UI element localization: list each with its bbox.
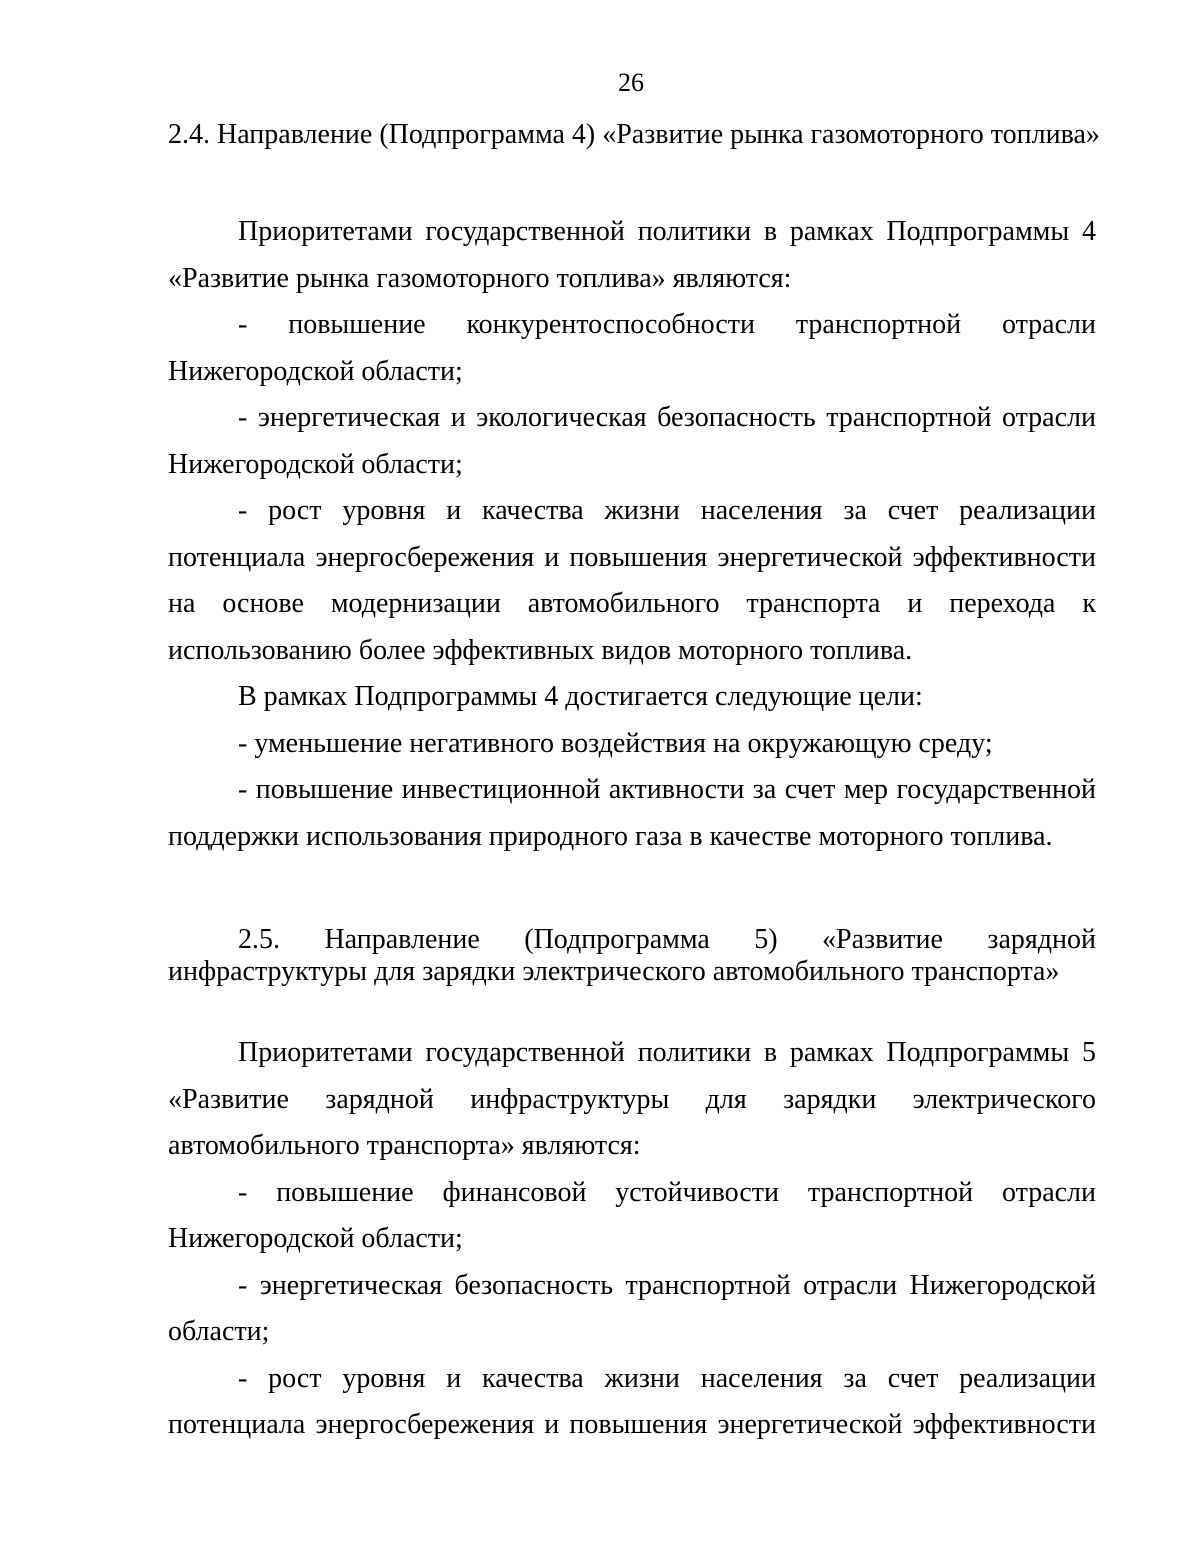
section-2-4-goal-2: - повышение инвестиционной активности за счет мер государственной поддержки использования природного газа в качестве моторного топлива. (168, 774, 1096, 852)
section-2-4-priority-3: - рост уровня и качества жизни населения за счет реализации потенциала энергосбережения и повышения энергетической эффективности на основе модернизации автомобильного транспорта и перехода к использованию более эффективных видов моторного топлива. (168, 495, 1096, 666)
section-2-4-body (168, 209, 1096, 860)
section-2-4-heading: 2.4. Направление (Подпрограмма 4) «Развитие рынка газомоторного топлива» (168, 119, 1100, 150)
section-2-5-heading: 2.5. Направление (Подпрограмма 5) «Развитие зарядной инфраструктуры для зарядки электрического автомобильного транспорта» (168, 924, 1096, 987)
section-2-4-goal-1: - уменьшение негативного воздействия на окружающую среду; (238, 727, 993, 759)
section-2-4-priority-1: - повышение конкурентоспособности транспортной отрасли Нижегородской области; (168, 309, 1096, 387)
page-number: 26 (618, 68, 644, 97)
section-2-5-priorities-intro: Приоритетами государственной политики в рамках Подпрограммы 5 «Развитие зарядной инфраструктуры для зарядки электрического автомобильного транспорта» являются: (168, 1037, 1096, 1161)
section-2-5-priority-3: - рост уровня и качества жизни населения за счет реализации потенциала энергосбережения и повышения энергетической эффективности (168, 1362, 1096, 1440)
section-2-4-goals-intro: В рамках Подпрограммы 4 достигается следующие цели: (238, 681, 923, 712)
section-2-4-priorities-intro: Приоритетами государственной политики в рамках Подпрограммы 4 «Развитие рынка газомоторного топлива» являются: (168, 216, 1096, 294)
section-2-5-priority-1: - повышение финансовой устойчивости транспортной отрасли Нижегородской области; (168, 1176, 1096, 1254)
section-2-5-priority-2: - энергетическая безопасность транспортной отрасли Нижегородской области; (168, 1269, 1096, 1347)
section-2-5-body (168, 1030, 1096, 1449)
section-2-5-heading-block (168, 924, 1096, 988)
section-2-4-priority-2: - энергетическая и экологическая безопасность транспортной отрасли Нижегородской области; (168, 402, 1096, 480)
